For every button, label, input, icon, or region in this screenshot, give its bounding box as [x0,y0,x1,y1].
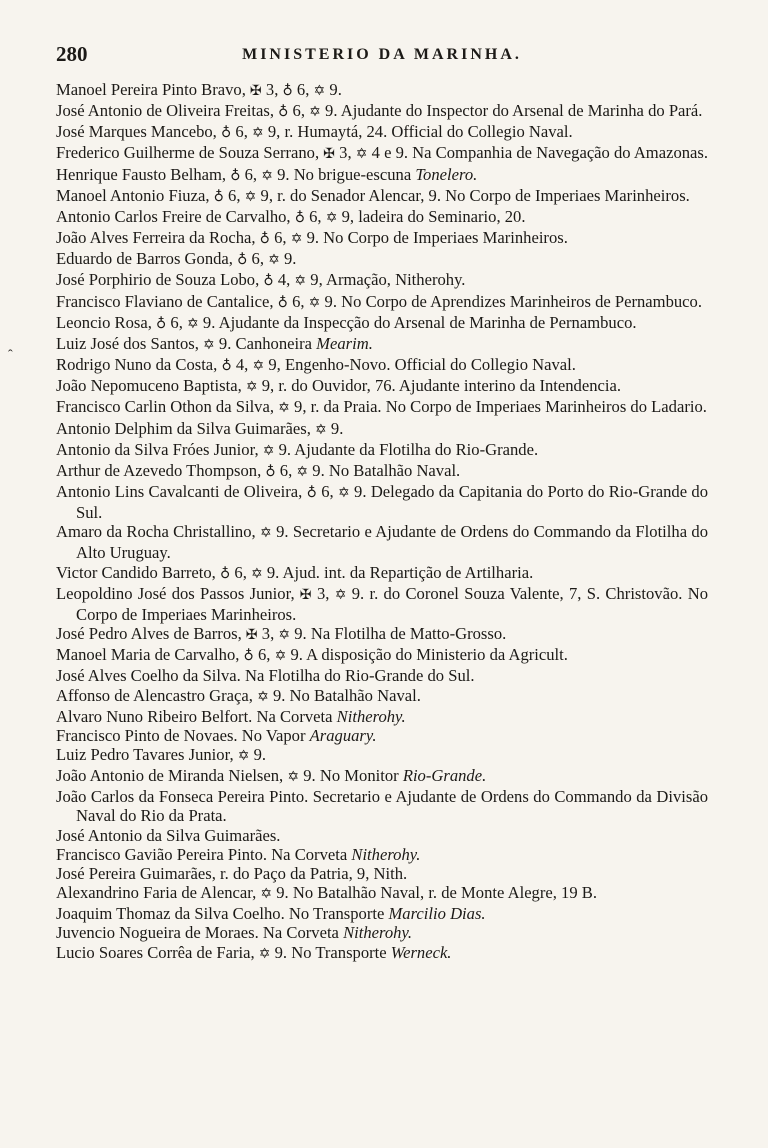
entry-text: José Marques Mancebo, [56,122,221,142]
ship-name: Mearim. [316,333,373,353]
ship-name: Nitherohy. [343,923,413,943]
entry-text: 6, [231,122,252,142]
order-icon: ♁ [259,231,270,248]
star-icon: ✡ [309,104,321,121]
star-icon: ✡ [278,627,291,644]
order-icon: ♁ [221,358,232,375]
entry-text: 6, [240,164,262,184]
entry-text: 6, [166,312,188,332]
order-icon: ♁ [230,167,241,184]
star-icon: ✡ [278,400,290,417]
page-number: 280 [56,42,88,66]
entry-text: 9. A disposição do Ministerio da Agricult. [286,645,568,665]
entry-text: José Antonio de Oliveira Freitas, [56,101,279,121]
list-item [56,904,708,923]
entry-text: 3, [261,80,283,99]
entry-text: 9. No brigue-escuna [272,164,416,184]
entry-text: José Antonio da Silva Guimarães. [56,825,281,845]
entry-text: Henrique Fausto Belham, [56,164,231,184]
entry-text: Alvaro Nuno Ribeiro Belfort. Na Corveta [56,706,337,726]
entry-text: 9. No Monitor [299,766,403,786]
entry-text: 9. Ajudante da Flotilha do Rio-Grande. [274,439,539,459]
order-icon: ♁ [213,188,224,205]
star-icon: ✡ [262,442,275,459]
entry-text: 9. No Corpo de Imperiaes Marinheiros. [302,228,568,248]
star-icon: ✡ [325,209,338,226]
entry-text: 9, r. da Praia. No Corpo de Imperiaes Marinheiros do Ladario. [289,397,707,417]
list-item [56,292,708,313]
entry-text: Antonio da Silva Fróes Junior, [56,439,263,459]
entry-text: 9. No Corpo de Aprendizes Marinheiros de Pernambuco. [320,291,702,311]
entry-text: 9. Secretario e Ajudante de Ordens do Commando da Flotilha do Alto Uruguay. [76,522,708,563]
entry-text: 6, [316,481,338,501]
star-icon: ✡ [294,273,307,290]
list-item [56,376,708,397]
star-icon: ✡ [260,886,273,903]
entry-text: Antonio Carlos Freire de Carvalho, [56,206,295,226]
entry-text: 9, Armação, Nitherohy. [306,270,466,290]
order-icon: ♁ [278,104,289,121]
list-item [56,563,708,584]
list-item [56,80,708,101]
order-icon: ♁ [306,484,317,501]
list-item [56,666,708,685]
list-item [56,101,708,122]
list-item [56,826,708,845]
order-icon: ♁ [263,273,274,290]
list-item [56,943,708,964]
list-item [56,745,708,766]
entry-text: Arthur de Azevedo Thompson, [56,460,266,480]
list-item [56,355,708,376]
list-item [56,482,708,522]
entry-text: João Nepomuceno Baptista, [56,376,246,396]
star-icon: ✡ [245,379,258,396]
entry-text: Lucio Soares Corrêa de Faria, [56,942,259,962]
list-item [56,461,708,482]
order-icon: ♁ [220,125,232,142]
entry-text: 9. r. do Coronel Souza Valente, 7, S. Christovão. No Corpo de Imperiaes Marinheiros. [76,583,708,624]
star-icon: ✡ [313,83,326,99]
entry-text: 6, [275,460,297,480]
list-item [56,186,708,207]
list-item [56,419,708,440]
cross-icon: ✠ [323,146,335,163]
entry-text: 4 e 9. Na Companhia de Navegação do Amazonas. [367,143,709,163]
list-item [56,766,708,787]
entry-text: José Pereira Guimarães, r. do Paço da Patria, 9, Nith. [56,863,408,883]
entry-text: 9. [325,80,342,99]
entry-text: Manoel Pereira Pinto Bravo, [56,80,251,99]
entry-text: 6, [287,291,309,311]
star-icon: ✡ [355,146,368,163]
entry-text: Alexandrino Faria de Alencar, [56,883,261,903]
order-icon: ♁ [156,315,167,332]
running-title: MINISTERIO DA MARINHA. [242,46,522,63]
list-item [56,645,708,666]
entry-text: 4, [231,355,253,375]
cross-icon: ✠ [245,627,258,644]
entry-text: José Pedro Alves de Barros, [56,624,246,644]
entry-text: Luiz José dos Santos, [56,333,204,353]
entry-text: 9. Ajudante do Inspector do Arsenal de Marinha do Pará. [320,101,703,121]
order-icon: ♁ [243,648,254,665]
star-icon: ✡ [338,484,350,501]
order-icon: ♁ [277,294,288,311]
entry-text: Antonio Lins Cavalcanti de Oliveira, [56,481,307,501]
entry-text: 9, r. Humaytá, 24. Official do Collegio Naval. [263,122,573,142]
entry-text: Luiz Pedro Tavares Junior, [56,745,238,764]
list-item [56,334,708,355]
order-icon: ♁ [237,252,248,269]
ship-name: Nitherohy. [336,706,406,726]
entry-text: 9. Na Flotilha de Matto-Grosso. [290,624,507,644]
entry-text: 9. [326,418,344,438]
entry-text: 9. Ajudante da Inspecção do Arsenal de Marinha de Pernambuco. [198,312,637,332]
entry-text: Leopoldino José dos Passos Junior, [56,583,300,603]
list-item [56,270,708,291]
entry-text: Amaro da Rocha Christallino, [56,522,261,542]
entry-text: Antonio Delphim da Silva Guimarães, [56,418,316,438]
list-item [56,584,708,624]
star-icon: ✡ [296,463,309,480]
star-icon: ✡ [290,231,303,248]
list-item [56,228,708,249]
list-item [56,624,708,645]
entry-text: João Alves Ferreira da Rocha, [56,228,260,248]
star-icon: ✡ [308,294,321,311]
entry-text: Rodrigo Nuno da Costa, [56,355,222,375]
star-icon: ✡ [258,945,271,962]
entry-text: 6, [247,249,269,269]
entry-text: Manoel Antonio Fiuza, [56,185,214,205]
star-icon: ✡ [252,358,265,375]
entry-text: Francisco Pinto de Novaes. No Vapor [56,725,310,745]
entry-text: Leoncio Rosa, [56,312,157,332]
star-icon: ✡ [315,421,327,438]
entry-text: 3, [311,583,335,603]
officer-list [56,80,708,964]
entry-text: 9. Delegado da Capitania do Porto do Rio-Grande do Sul. [76,481,708,523]
order-icon: ♁ [265,463,276,480]
list-item [56,122,708,143]
entry-text: 9. [279,249,297,269]
list-item [56,787,708,825]
entry-text: 6, [304,206,326,226]
entry-text: 9. Canhoneira [214,333,317,353]
entry-text: João Antonio de Miranda Nielsen, [56,766,288,786]
list-item [56,883,708,904]
entry-text: 6, [223,185,245,205]
entry-text: 9, r. do Senador Alencar, 9. No Corpo de Imperiaes Marinheiros. [256,185,690,205]
entry-text: José Alves Coelho da Silva. Na Flotilha do Rio-Grande do Sul. [56,666,475,686]
entry-text: Affonso de Alencastro Graça, [56,685,258,705]
entry-text: 9, r. do Ouvidor, 76. Ajudante interino da Intendencia. [257,376,622,396]
entry-text: Francisco Carlin Othon da Silva, [56,397,279,417]
entry-text: 9. No Batalhão Naval. [268,685,421,705]
cross-icon: ✠ [250,83,262,99]
entry-text: 9, Engenho-Novo. Official do Collegio Naval. [264,355,576,375]
list-item [56,522,708,562]
list-item [56,313,708,334]
margin-mark-icon: ˆ [8,348,13,363]
order-icon: ♁ [294,209,305,226]
ship-name: Werneck. [390,942,452,962]
ship-name: Nitherohy. [351,844,421,864]
entry-text: 6, [292,80,314,99]
entry-text: João Carlos da Fonseca Pereira Pinto. Secretario e Ajudante de Ordens do Commando da Divisão Naval do Rio da Prata. [56,787,708,826]
entry-text: 9. [249,745,267,764]
star-icon: ✡ [268,252,280,269]
star-icon: ✡ [237,748,250,764]
order-icon: ♁ [219,565,231,582]
list-item [56,864,708,883]
list-item [56,726,708,745]
ship-name: Marcilio Dias. [388,904,486,924]
entry-text: 4, [273,270,295,290]
entry-text: 6, [269,228,291,248]
list-item [56,440,708,461]
entry-text: 6, [288,101,310,121]
entry-text: 9. No Batalhão Naval. [308,460,461,480]
star-icon: ✡ [287,769,300,786]
star-icon: ✡ [244,188,257,205]
list-item [56,707,708,726]
entry-text: Victor Candido Barreto, [56,562,220,582]
entry-text: 9, ladeira do Seminario, 20. [337,206,526,226]
ship-name: Rio-Grande. [402,766,487,786]
list-item [56,845,708,864]
entry-text: José Porphirio de Souza Lobo, [56,270,264,290]
entry-text: Joaquim Thomaz da Silva Coelho. No Transporte [56,904,389,924]
star-icon: ✡ [252,125,264,142]
entry-text: Frederico Guilherme de Souza Serrano, [56,143,324,163]
entry-text: 3, [335,143,356,163]
list-item [56,686,708,707]
page-header [56,42,708,72]
list-item [56,249,708,270]
star-icon: ✡ [251,565,263,582]
entry-text: Manoel Maria de Carvalho, [56,645,244,665]
entry-text: 9. No Transporte [270,942,391,962]
star-icon: ✡ [274,648,287,665]
star-icon: ✡ [187,315,199,332]
entry-text: Francisco Gavião Pereira Pinto. Na Corveta [56,844,352,864]
cross-icon: ✠ [299,586,312,603]
ship-name: Tonelero. [415,164,478,184]
list-item [56,397,708,418]
star-icon: ✡ [261,167,273,184]
entry-text: 3, [257,624,279,644]
star-icon: ✡ [260,525,272,542]
list-item [56,143,708,164]
entry-text: 6, [253,645,275,665]
entry-text: 9. Ajud. int. da Repartição de Artilharia. [262,562,534,582]
star-icon: ✡ [203,336,215,353]
list-item [56,923,708,942]
entry-text: Juvencio Nogueira de Moraes. Na Corveta [56,923,344,943]
entry-text: Eduardo de Barros Gonda, [56,249,238,269]
entry-text: Francisco Flaviano de Cantalice, [56,291,278,311]
ship-name: Araguary. [309,725,377,745]
star-icon: ✡ [334,586,347,603]
list-item [56,207,708,228]
entry-text: 6, [230,562,251,582]
order-icon: ♁ [282,83,293,99]
list-item [56,165,708,186]
entry-text: 9. No Batalhão Naval, r. de Monte Alegre, 19 B. [272,883,597,903]
star-icon: ✡ [257,688,269,705]
